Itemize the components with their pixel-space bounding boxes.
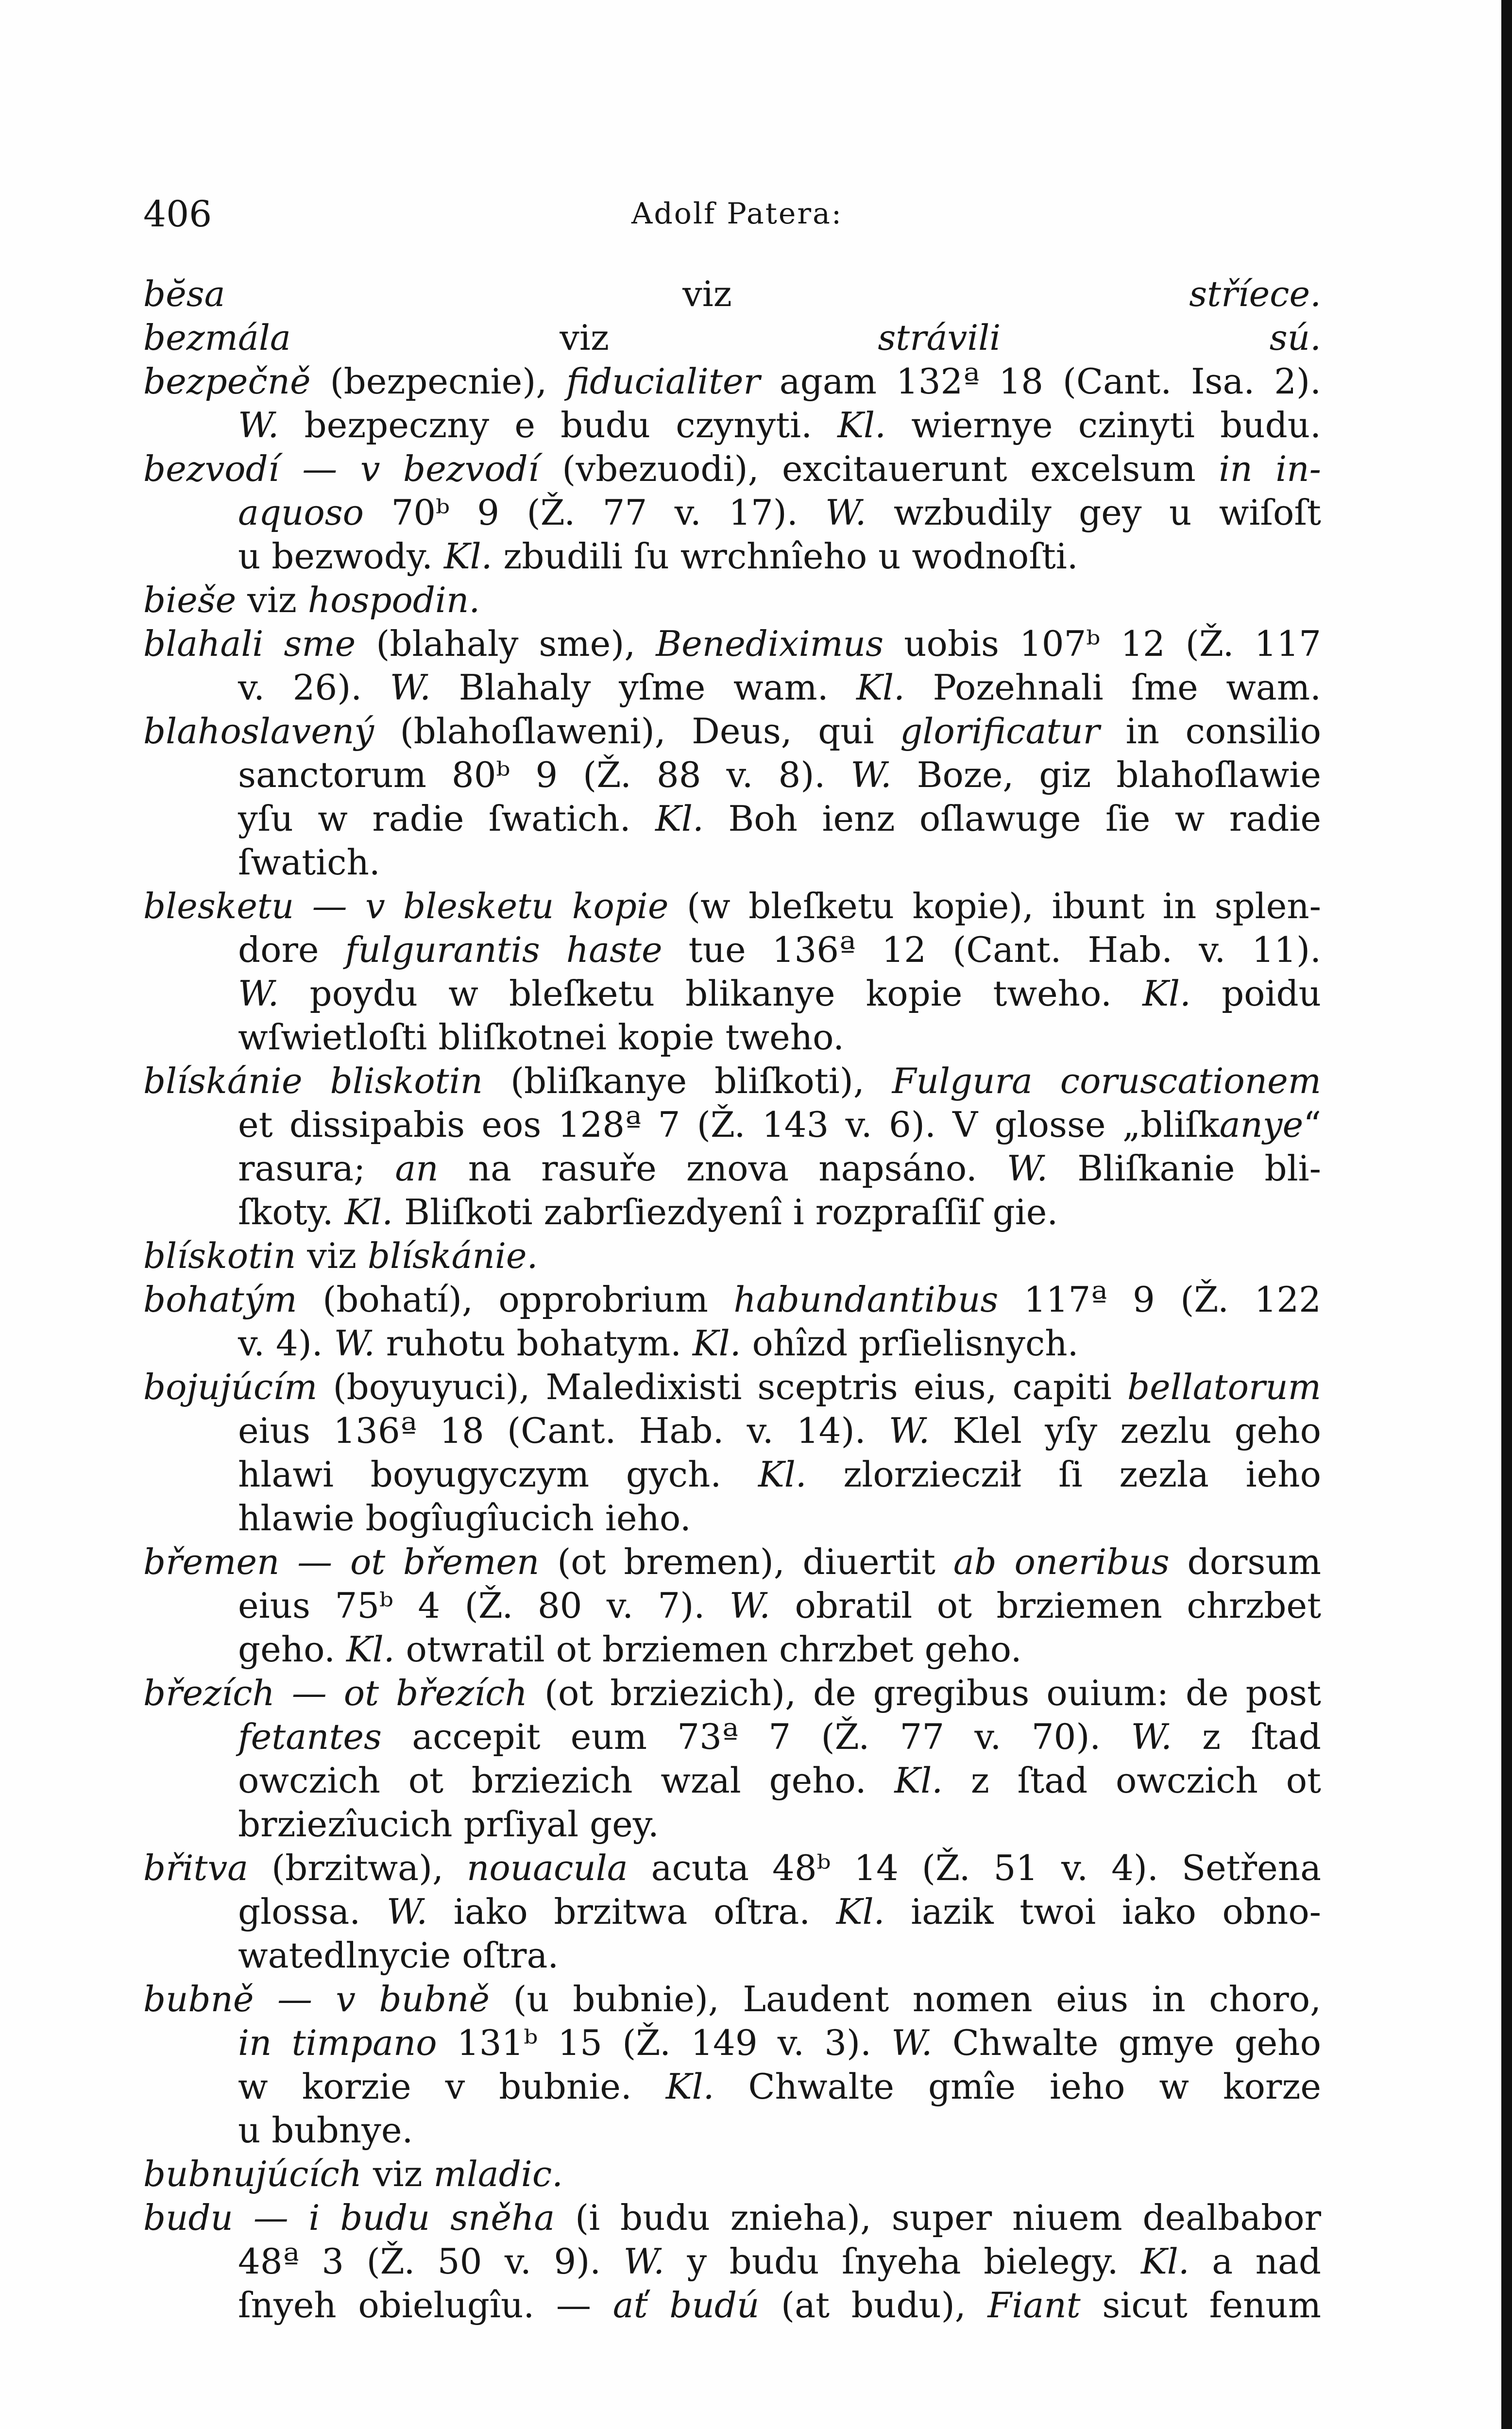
page-edge bbox=[1501, 0, 1512, 2429]
text-segment: viz bbox=[296, 1235, 368, 1276]
text-line bbox=[143, 1059, 1321, 1103]
text-line bbox=[143, 1584, 1321, 1627]
italic-segment: an bbox=[395, 1148, 439, 1189]
italic-segment: bellatorum bbox=[1127, 1367, 1321, 1407]
text-segment: tue 136ª 12 (Cant. Hab. v. 11). bbox=[662, 929, 1321, 970]
text-segment: “ bbox=[1303, 1104, 1321, 1145]
text-line bbox=[143, 884, 1321, 928]
text-line bbox=[143, 1671, 1321, 1715]
headword: bĕsa bbox=[143, 274, 225, 314]
italic-segment: fetantes bbox=[238, 1716, 382, 1757]
headword: bezmála bbox=[143, 317, 291, 358]
text-segment: (bezpecnie), bbox=[310, 361, 567, 402]
headword: bohatým bbox=[143, 1279, 297, 1320]
text-segment: (bliſkanye bliſkoti), bbox=[483, 1061, 892, 1101]
text-segment: u bezwody. bbox=[238, 536, 444, 577]
text-segment: wiernye czinyti budu. bbox=[885, 405, 1321, 445]
witness-label: W. bbox=[850, 754, 892, 795]
text-segment: wſwietloſti bliſkotnei kopie tweho. bbox=[238, 1017, 845, 1058]
text-line bbox=[143, 1540, 1321, 1584]
witness-label: Kl. bbox=[1142, 973, 1191, 1014]
text-segment: ſkoty. bbox=[238, 1192, 345, 1232]
italic-segment: hospodin. bbox=[307, 580, 480, 620]
witness-label: Kl. bbox=[344, 1192, 393, 1232]
text-segment: (ot bremen), diuertit bbox=[539, 1541, 953, 1582]
italic-segment: blískánie. bbox=[367, 1235, 538, 1276]
text-segment: Chwalte gmîe ieho w korze bbox=[714, 2066, 1321, 2107]
witness-label: Kl. bbox=[1141, 2241, 1189, 2282]
text-segment: uobis 107ᵇ 12 (Ž. 117 bbox=[883, 623, 1321, 664]
text-segment: (bohatí), opprobrium bbox=[297, 1279, 734, 1320]
headword: bieše bbox=[143, 580, 237, 620]
text-line bbox=[143, 1278, 1321, 1321]
text-segment: Bliſkanie bli- bbox=[1048, 1148, 1321, 1189]
text-segment: Boze, giz blahoſlawie bbox=[891, 754, 1321, 795]
text-segment: z ſtad owczich ot bbox=[943, 1760, 1321, 1801]
text-segment: 131ᵇ 15 (Ž. 149 v. 3). bbox=[437, 2022, 892, 2063]
text-segment: na rasuře znova napsáno. bbox=[438, 1148, 1007, 1189]
text-segment: glossa. bbox=[238, 1891, 387, 1932]
text-segment: Blahaly yſme wam. bbox=[431, 667, 857, 708]
text-segment: (w bleſketu kopie), ibunt in splen- bbox=[668, 886, 1321, 926]
text-segment: watedlnycie oſtra. bbox=[238, 1935, 559, 1976]
text-line bbox=[143, 578, 1321, 622]
headword: břemen — ot břemen bbox=[143, 1541, 540, 1582]
headword: březích — ot březích bbox=[143, 1673, 527, 1713]
italic-segment: anye bbox=[1219, 1104, 1304, 1145]
witness-label: W. bbox=[891, 2022, 933, 2063]
text-segment: (u bubnie), Laudent nomen eius in choro, bbox=[489, 1979, 1321, 2019]
text-line bbox=[143, 840, 1321, 884]
text-line bbox=[143, 1321, 1321, 1365]
text-segment: viz bbox=[225, 274, 1189, 314]
text-segment: Boh ienz oſlawuge ſie w radie bbox=[703, 798, 1321, 839]
text-segment: accepit eum 73ª 7 (Ž. 77 v. 70). bbox=[381, 1716, 1131, 1757]
italic-segment: Fiant bbox=[987, 2285, 1081, 2326]
text-line bbox=[143, 1846, 1321, 1890]
text-line bbox=[143, 534, 1321, 578]
text-line bbox=[143, 2021, 1321, 2065]
text-line bbox=[143, 359, 1321, 403]
text-segment: v. 4). bbox=[238, 1323, 334, 1364]
text-line bbox=[143, 316, 1321, 359]
dictionary-entries bbox=[143, 272, 1321, 2327]
text-line bbox=[143, 1103, 1321, 1146]
text-line bbox=[143, 1496, 1321, 1540]
text-segment: poidu bbox=[1190, 973, 1321, 1014]
witness-label: W. bbox=[825, 492, 866, 533]
text-segment: 117ª 9 (Ž. 122 bbox=[998, 1279, 1321, 1320]
text-segment: owczich ot brziezich wzal geho. bbox=[238, 1760, 895, 1801]
witness-label: W. bbox=[238, 405, 279, 445]
headword: blahoslavený bbox=[143, 711, 374, 752]
italic-segment: in timpano bbox=[238, 2022, 437, 2063]
italic-segment: mladic. bbox=[433, 2154, 563, 2194]
witness-label: W. bbox=[623, 2241, 664, 2282]
text-line bbox=[143, 2196, 1321, 2240]
headword: blahali sme bbox=[143, 623, 356, 664]
witness-label: Kl. bbox=[856, 667, 905, 708]
text-segment: poydu w bleſketu blikanye kopie tweho. bbox=[279, 973, 1143, 1014]
text-segment: geho. bbox=[238, 1629, 346, 1670]
italic-segment: fulgurantis haste bbox=[345, 929, 663, 970]
text-segment: wzbudily gey u wiſoſt bbox=[866, 492, 1321, 533]
witness-label: W. bbox=[888, 1410, 930, 1451]
text-line bbox=[143, 797, 1321, 840]
text-segment: viz bbox=[362, 2154, 434, 2194]
headword: bubnujúcích bbox=[143, 2154, 362, 2194]
text-segment: eius 75ᵇ 4 (Ž. 80 v. 7). bbox=[238, 1585, 730, 1626]
text-segment: yſu w radie ſwatich. bbox=[238, 798, 656, 839]
text-segment: ruhotu bohatym. bbox=[374, 1323, 693, 1364]
text-line bbox=[143, 709, 1321, 753]
text-segment: (i budu znieha), super niuem dealbabor bbox=[555, 2197, 1321, 2238]
italic-segment: in in- bbox=[1219, 448, 1321, 489]
text-line bbox=[143, 272, 1321, 316]
text-line bbox=[143, 1234, 1321, 1278]
italic-segment: stříece. bbox=[1189, 274, 1321, 314]
text-segment: (ot brziezich), de gregibus ouium: de post bbox=[527, 1673, 1321, 1713]
text-line bbox=[143, 2152, 1321, 2196]
text-line bbox=[143, 2108, 1321, 2152]
running-title: Adolf Patera: bbox=[631, 197, 843, 231]
text-line bbox=[143, 753, 1321, 797]
text-segment: (vbezuodi), excitauerunt excelsum bbox=[539, 448, 1219, 489]
text-line bbox=[143, 622, 1321, 666]
witness-label: Kl. bbox=[894, 1760, 943, 1801]
italic-segment: aquoso bbox=[238, 492, 364, 533]
text-segment: bezpeczny e budu czynyti. bbox=[279, 405, 838, 445]
text-line bbox=[143, 928, 1321, 972]
witness-label: Kl. bbox=[837, 405, 886, 445]
italic-segment: strávili sú. bbox=[878, 317, 1321, 358]
text-line bbox=[143, 1627, 1321, 1671]
text-line bbox=[143, 403, 1321, 447]
text-segment: sicut fenum bbox=[1080, 2285, 1321, 2326]
text-segment: dore bbox=[238, 929, 345, 970]
text-segment: obratil ot brziemen chrzbet bbox=[770, 1585, 1321, 1626]
italic-segment: Benediximus bbox=[656, 623, 884, 664]
text-segment: Klel yſy zezlu geho bbox=[930, 1410, 1321, 1451]
text-line bbox=[143, 972, 1321, 1015]
witness-label: W. bbox=[1006, 1148, 1048, 1189]
headword: bubně — v bubně bbox=[143, 1979, 490, 2019]
text-segment: v. 26). bbox=[238, 667, 390, 708]
text-segment: zlorziecził ſi zezla ieho bbox=[806, 1454, 1321, 1495]
text-line bbox=[143, 2283, 1321, 2327]
text-segment: viz bbox=[290, 317, 878, 358]
text-segment: dorsum bbox=[1169, 1541, 1321, 1582]
text-segment: u bubnye. bbox=[238, 2110, 413, 2151]
text-segment: sanctorum 80ᵇ 9 (Ž. 88 v. 8). bbox=[238, 754, 851, 795]
text-segment: viz bbox=[236, 580, 308, 620]
text-segment: hlawi boyugyczym gych. bbox=[238, 1454, 758, 1495]
text-line bbox=[143, 1802, 1321, 1846]
text-segment: y budu ſnyeha bielegy. bbox=[664, 2241, 1141, 2282]
text-line bbox=[143, 1015, 1321, 1059]
text-segment: et dissipabis eos 128ª 7 (Ž. 143 v. 6). V glosse „bliſk bbox=[238, 1104, 1220, 1145]
italic-segment: Fulgura coruscationem bbox=[892, 1061, 1321, 1101]
text-line bbox=[143, 2240, 1321, 2283]
headword: budu — i budu sněha bbox=[143, 2197, 555, 2238]
text-segment: (blahoſlaweni), Deus, qui bbox=[374, 711, 900, 752]
italic-segment: nouacula bbox=[466, 1847, 628, 1888]
text-segment: (brzitwa), bbox=[248, 1847, 467, 1888]
text-segment: acuta 48ᵇ 14 (Ž. 51 v. 4). Setřena bbox=[628, 1847, 1321, 1888]
text-line bbox=[143, 2065, 1321, 2108]
text-segment: hlawie bogîugîucich ieho. bbox=[238, 1498, 691, 1539]
headword: blískánie bliskotin bbox=[143, 1061, 483, 1101]
text-line bbox=[143, 1715, 1321, 1759]
headword: bezpečně bbox=[143, 361, 311, 402]
headword: bojujúcím bbox=[143, 1367, 318, 1407]
witness-label: W. bbox=[729, 1585, 771, 1626]
text-line bbox=[143, 1409, 1321, 1453]
text-line bbox=[143, 1453, 1321, 1496]
text-line bbox=[143, 1759, 1321, 1802]
text-segment: Bliſkoti zabrſiezdyenî i rozpraſſiſ gie. bbox=[393, 1192, 1058, 1232]
text-segment: eius 136ª 18 (Cant. Hab. v. 14). bbox=[238, 1410, 889, 1451]
text-line bbox=[143, 1190, 1321, 1234]
text-segment: z ſtad bbox=[1172, 1716, 1321, 1757]
witness-label: W. bbox=[386, 1891, 428, 1932]
text-line bbox=[143, 491, 1321, 534]
witness-label: W. bbox=[1131, 1716, 1172, 1757]
text-line bbox=[143, 1146, 1321, 1190]
italic-segment: fiducialiter bbox=[566, 361, 760, 402]
text-segment: Chwalte gmye geho bbox=[932, 2022, 1321, 2063]
italic-segment: habundantibus bbox=[733, 1279, 999, 1320]
text-line bbox=[143, 666, 1321, 709]
headword: blískotin bbox=[143, 1235, 296, 1276]
italic-segment: ať budú bbox=[612, 2285, 760, 2326]
text-segment: (boyuyuci), Maledixisti sceptris eius, capiti bbox=[317, 1367, 1127, 1407]
text-segment: brziezîucich prſiyal gey. bbox=[238, 1804, 659, 1845]
text-segment: iazik twoi iako obno- bbox=[884, 1891, 1321, 1932]
witness-label: Kl. bbox=[692, 1323, 741, 1364]
witness-label: W. bbox=[390, 667, 431, 708]
text-segment: in consilio bbox=[1100, 711, 1321, 752]
text-segment: ſnyeh obielugîu. — bbox=[238, 2285, 613, 2326]
witness-label: Kl. bbox=[758, 1454, 807, 1495]
text-segment: zbudili ſu wrchnîeho u wodnoſti. bbox=[492, 536, 1078, 577]
text-segment: Pozehnali ſme wam. bbox=[904, 667, 1321, 708]
text-segment: (at budu), bbox=[759, 2285, 988, 2326]
witness-label: W. bbox=[334, 1323, 375, 1364]
text-line bbox=[143, 1977, 1321, 2021]
italic-segment: ab oneribus bbox=[953, 1541, 1170, 1582]
text-segment: (blahaly sme), bbox=[356, 623, 656, 664]
text-segment: 70ᵇ 9 (Ž. 77 v. 17). bbox=[364, 492, 826, 533]
headword: břitva bbox=[143, 1847, 249, 1888]
text-line bbox=[143, 1365, 1321, 1409]
text-segment: ohîzd prſielisnych. bbox=[741, 1323, 1079, 1364]
witness-label: Kl. bbox=[346, 1629, 395, 1670]
headword: blesketu — v blesketu kopie bbox=[143, 886, 669, 926]
witness-label: Kl. bbox=[655, 798, 704, 839]
text-line bbox=[143, 447, 1321, 491]
witness-label: Kl. bbox=[665, 2066, 714, 2107]
page-number: 406 bbox=[143, 193, 212, 235]
text-segment: rasura; bbox=[238, 1148, 395, 1189]
witness-label: W. bbox=[238, 973, 279, 1014]
text-segment: iako brzitwa oſtra. bbox=[427, 1891, 836, 1932]
italic-segment: glorificatur bbox=[900, 711, 1100, 752]
text-segment: agam 132ª 18 (Cant. Isa. 2). bbox=[760, 361, 1321, 402]
text-segment: ſwatich. bbox=[238, 842, 380, 883]
text-segment: a nad bbox=[1189, 2241, 1321, 2282]
text-line bbox=[143, 1933, 1321, 1977]
headword: bezvodí — v bezvodí bbox=[143, 448, 539, 489]
text-segment: w korzie v bubnie. bbox=[238, 2066, 666, 2107]
witness-label: Kl. bbox=[443, 536, 493, 577]
witness-label: Kl. bbox=[836, 1891, 885, 1932]
text-segment: otwratil ot brziemen chrzbet geho. bbox=[394, 1629, 1022, 1670]
text-line bbox=[143, 1890, 1321, 1933]
text-segment: 48ª 3 (Ž. 50 v. 9). bbox=[238, 2241, 624, 2282]
